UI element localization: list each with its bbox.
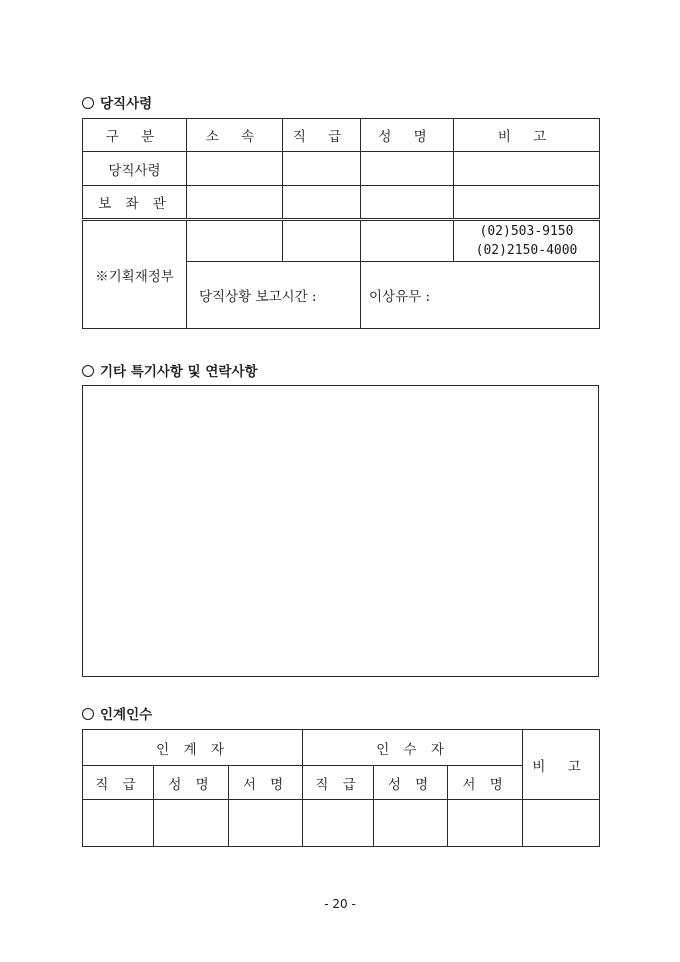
receiver-rank-cell xyxy=(303,800,374,847)
assistant-rank-cell xyxy=(283,186,361,220)
notes-box[interactable] xyxy=(82,385,599,677)
ministry-phone-cell xyxy=(454,220,600,262)
commander-name-cell xyxy=(361,152,454,186)
page-number: - 20 - xyxy=(324,897,356,911)
receiver-name-cell xyxy=(374,800,448,847)
receiver-signature-label: 서 명 xyxy=(462,776,508,793)
section-title-duty: 당직사령 xyxy=(82,92,152,112)
assistant-remarks-cell xyxy=(454,186,600,220)
giver-rank-cell xyxy=(83,800,154,847)
header-remarks: 비 고 xyxy=(497,129,556,145)
receiver-name-label: 성 명 xyxy=(387,776,434,793)
ministry-rank-cell xyxy=(283,220,361,262)
handover-remarks-cell xyxy=(523,800,600,847)
assistant-affiliation-cell xyxy=(187,186,283,220)
giver-name-cell xyxy=(154,800,229,847)
section-title-notes: 기타 특기사항 및 연락사항 xyxy=(82,360,258,380)
row-label-assistant: 보 좌 관 xyxy=(98,196,171,212)
giver-name-label: 성 명 xyxy=(168,776,214,793)
report-time-label: 당직상황 보고시간 : xyxy=(199,289,317,305)
receiver-signature-cell xyxy=(448,800,523,847)
issue-status-label: 이상유무 : xyxy=(369,289,431,305)
phone-number-2: (02)2150-4000 xyxy=(475,243,578,258)
giver-rank-label: 직 급 xyxy=(95,776,141,793)
header-affiliation: 소 속 xyxy=(205,129,264,145)
commander-remarks-cell xyxy=(454,152,600,186)
handover-table xyxy=(82,729,600,847)
commander-rank-cell xyxy=(283,152,361,186)
handover-subheader-row xyxy=(83,766,600,800)
giver-signature-label: 서 명 xyxy=(242,776,289,793)
row-label-ministry: ※기획재정부 xyxy=(95,268,174,285)
circle-bullet-icon xyxy=(82,97,94,109)
ministry-name-cell xyxy=(361,220,454,262)
header-rank: 직 급 xyxy=(292,129,351,145)
duty-row-assistant xyxy=(83,186,600,220)
duty-table xyxy=(82,118,600,329)
handover-header-row xyxy=(83,730,600,766)
handover-giver-label: 인 계 자 xyxy=(156,741,229,758)
duty-header-row xyxy=(83,119,600,152)
receiver-rank-label: 직 급 xyxy=(315,776,361,793)
handover-receiver-label: 인 수 자 xyxy=(376,741,449,758)
giver-signature-cell xyxy=(229,800,303,847)
duty-row-ministry xyxy=(83,220,600,262)
duty-row-commander xyxy=(83,152,600,186)
assistant-name-cell xyxy=(361,186,454,220)
phone-number-1: (02)503-9150 xyxy=(479,224,574,239)
ministry-affiliation-cell xyxy=(187,220,283,262)
handover-remarks-label: 비 고 xyxy=(532,758,590,775)
header-category: 구 분 xyxy=(105,129,164,145)
header-name: 성 명 xyxy=(378,129,436,145)
circle-bullet-icon xyxy=(82,708,94,720)
circle-bullet-icon xyxy=(82,365,94,377)
section-title-handover: 인계인수 xyxy=(82,703,152,723)
commander-affiliation-cell xyxy=(187,152,283,186)
row-label-commander: 당직사령 xyxy=(108,162,161,179)
handover-entry-row xyxy=(83,800,600,847)
